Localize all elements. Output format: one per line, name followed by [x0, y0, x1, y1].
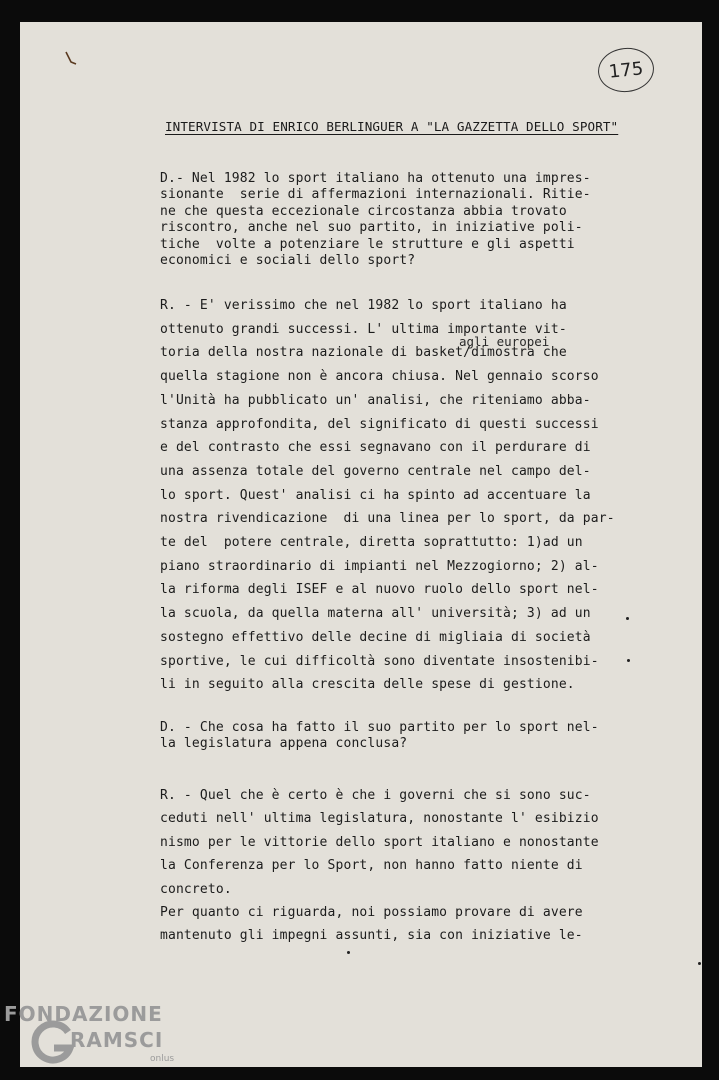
text-line: D. - Che cosa ha fatto il suo partito per lo sport nel-: [160, 720, 599, 735]
text-line: l'Unità ha pubblicato un' analisi, che riteniamo abba-: [160, 392, 591, 408]
text-line: piano straordinario di impianti nel Mezzogiorno; 2) al-: [160, 558, 599, 574]
text-line: economici e sociali dello sport?: [160, 253, 416, 269]
question-1: [160, 171, 591, 269]
watermark-line1: FONDAZIONE: [4, 1002, 163, 1026]
text-line: nostra rivendicazione di una linea per lo sport, da par-: [160, 511, 615, 527]
text-line: R. - E' verissimo che nel 1982 lo sport italiano ha: [160, 298, 567, 313]
fondazione-gramsci-watermark: [4, 1000, 184, 1075]
text-line: una assenza totale del governo centrale nel campo del-: [160, 463, 591, 479]
text-line: te del potere centrale, diretta soprattutto: 1)ad un: [160, 535, 583, 551]
text-line: la riforma degli ISEF e al nuovo ruolo dello sport nel-: [160, 582, 599, 598]
ink-speck: [698, 962, 701, 965]
document-title: INTERVISTA DI ENRICO BERLINGUER A "LA GAZZETTA DELLO SPORT": [165, 119, 619, 134]
text-line: la scuola, da quella materna all' università; 3) ad un: [160, 606, 591, 622]
answer-1: [160, 294, 615, 697]
text-line: toria della nostra nazionale di basket/dimostra che: [160, 345, 567, 361]
text-line: lo sport. Quest' analisi ci ha spinto ad accentuare la: [160, 487, 591, 503]
text-line: Per quanto ci riguarda, noi possiamo provare di avere: [160, 905, 583, 921]
text-line: sportive, le cui difficoltà sono diventate insostenibi-: [160, 653, 599, 669]
text-line: sostegno effettivo delle decine di migliaia di società: [160, 629, 591, 645]
text-line: la legislatura appena conclusa?: [160, 736, 408, 752]
text-line: li in seguito alla crescita delle spese di gestione.: [160, 677, 575, 693]
handwritten-insert: agli europei: [459, 334, 550, 349]
text-line: R. - Quel che è certo è che i governi che si sono suc-: [160, 788, 591, 803]
text-line: mantenuto gli impegni assunti, sia con iniziative le-: [160, 928, 583, 944]
text-line: la Conferenza per lo Sport, non hanno fatto niente di: [160, 858, 583, 874]
text-line: stanza approfondita, del significato di questi successi: [160, 416, 599, 432]
text-line: D.- Nel 1982 lo sport italiano ha ottenuto una impres-: [160, 171, 591, 186]
text-line: ottenuto grandi successi. L' ultima importante vit-: [160, 321, 567, 337]
page-number-stamp: 175: [596, 45, 656, 95]
text-line: quella stagione non è ancora chiusa. Nel gennaio scorso: [160, 369, 599, 385]
ink-speck: [347, 951, 350, 954]
text-line: concreto.: [160, 881, 232, 897]
text-line: nismo per le vittorie dello sport italiano e nonostante: [160, 834, 599, 850]
ink-speck: [627, 659, 630, 662]
watermark-line2: RAMSCI: [70, 1028, 164, 1052]
watermark-suffix: onlus: [150, 1054, 175, 1064]
text-line: tiche volte a potenziare le strutture e gli aspetti: [160, 236, 575, 252]
text-line: ceduti nell' ultima legislatura, nonostante l' esibizio: [160, 811, 599, 827]
text-line: ne che questa eccezionale circostanza abbia trovato: [160, 203, 567, 219]
text-line: riscontro, anche nel suo partito, in iniziative poli-: [160, 220, 583, 236]
text-line: e del contrasto che essi segnavano con il perdurare di: [160, 440, 591, 456]
pencil-mark-icon: [64, 50, 78, 68]
question-2: [160, 720, 599, 753]
ink-speck: [626, 617, 629, 620]
text-line: sionante serie di affermazioni internazionali. Ritie-: [160, 187, 591, 203]
answer-2: [160, 784, 599, 948]
